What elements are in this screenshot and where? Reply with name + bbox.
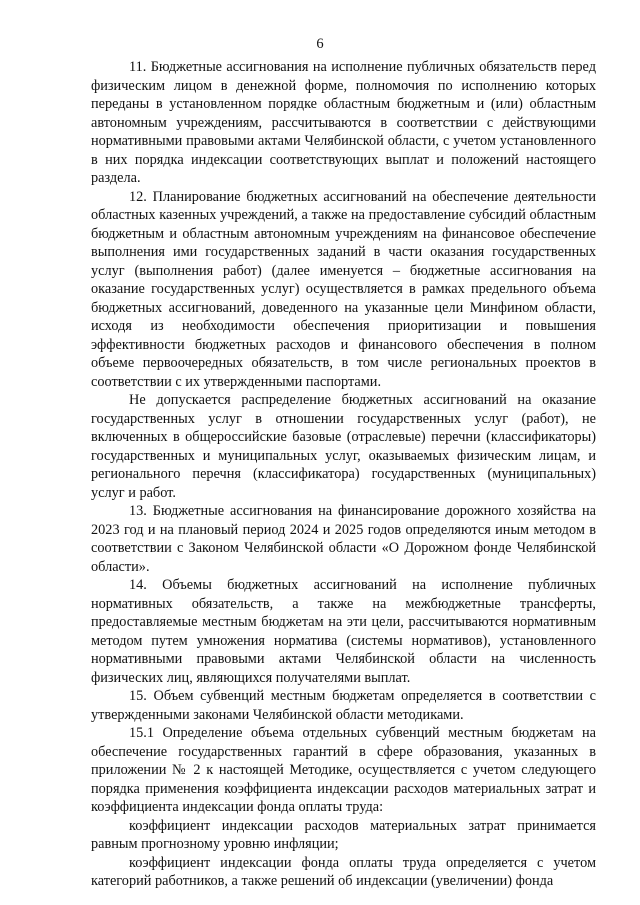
paragraph-11: 11. Бюджетные ассигнования на исполнение публичных обязательств перед физическим лицом в денежной форме, полномочия по исполнению которых переданы в установленном порядке областным бюджетным и (или) областным автономным учреждениям, рассчитываются в соответствии с действующими нормативными правовыми актами Челябинской области, с учетом установленного в них порядка индексации соответствующих выплат и положений настоящего раздела. <box>91 59 596 186</box>
paragraph-13: 13. Бюджетные ассигнования на финансирование дорожного хозяйства на 2023 год и на плановый период 2024 и 2025 годов определяются иным методом в соответствии с Законом Челябинской области «О Дорожном фонде Челябинской области». <box>91 503 596 575</box>
paragraph-15-1: 15.1 Определение объема отдельных субвенций местным бюджетам на обеспечение государственных гарантий в сфере образования, указанных в приложении № 2 к настоящей Методике, осуществляется с учетом следующего порядка применения коэффициента индексации расходов материальных затрат и коэффициента индексации фонда оплаты труда: <box>91 725 596 815</box>
paragraph-14: 14. Объемы бюджетных ассигнований на исполнение публичных нормативных обязательств, а также на межбюджетные трансферты, предоставляемые местным бюджетам на эти цели, рассчитываются нормативным методом путем умножения норматива (системы нормативов), установленного нормативными правовыми актами Челябинской области на численность физических лиц, являющихся получателями выплат. <box>91 577 596 686</box>
paragraph-wage-fund-coefficient: коэффициент индексации фонда оплаты труда определяется с учетом категорий работников, а также решений об индексации (увеличении) фонда <box>91 854 596 889</box>
paragraph-material-costs-coefficient: коэффициент индексации расходов материальных затрат принимается равным прогнозному уровню инфляции; <box>91 817 596 852</box>
page-number: 6 <box>316 36 324 52</box>
paragraph-12: 12. Планирование бюджетных ассигнований на обеспечение деятельности областных казенных учреждений, а также на предоставление субсидий областным бюджетным и областным автономным учреждениям на финансовое обеспечение выполнения ими государственных заданий в части оказания государственных услуг (выполнения работ) (далее именуется – бюджетные ассигнования на оказание государственных услуг) осуществляется в рамках предельного объема бюджетных ассигнований, доведенного на указанные цели Минфином области, исходя из необходимости обеспечения приоритизации и повышения эффективности бюджетных расходов и финансового обеспечения в полном объеме первоочередных обязательств, в том числе региональных проектов в соответствии с их утвержденными паспортами. <box>91 188 596 390</box>
paragraph-12-continuation: Не допускается распределение бюджетных ассигнований на оказание государственных услуг в отношении государственных услуг (работ), не включенных в общероссийские базовые (отраслевые) перечни (классификаторы) государственных и муниципальных услуг, оказываемых физическим лицам, и регионального перечня (классификатора) государственных (муниципальных) услуг и работ. <box>91 392 596 501</box>
document-body <box>91 58 596 891</box>
paragraph-15: 15. Объем субвенций местным бюджетам определяется в соответствии с утвержденными законами Челябинской области методиками. <box>91 688 596 723</box>
